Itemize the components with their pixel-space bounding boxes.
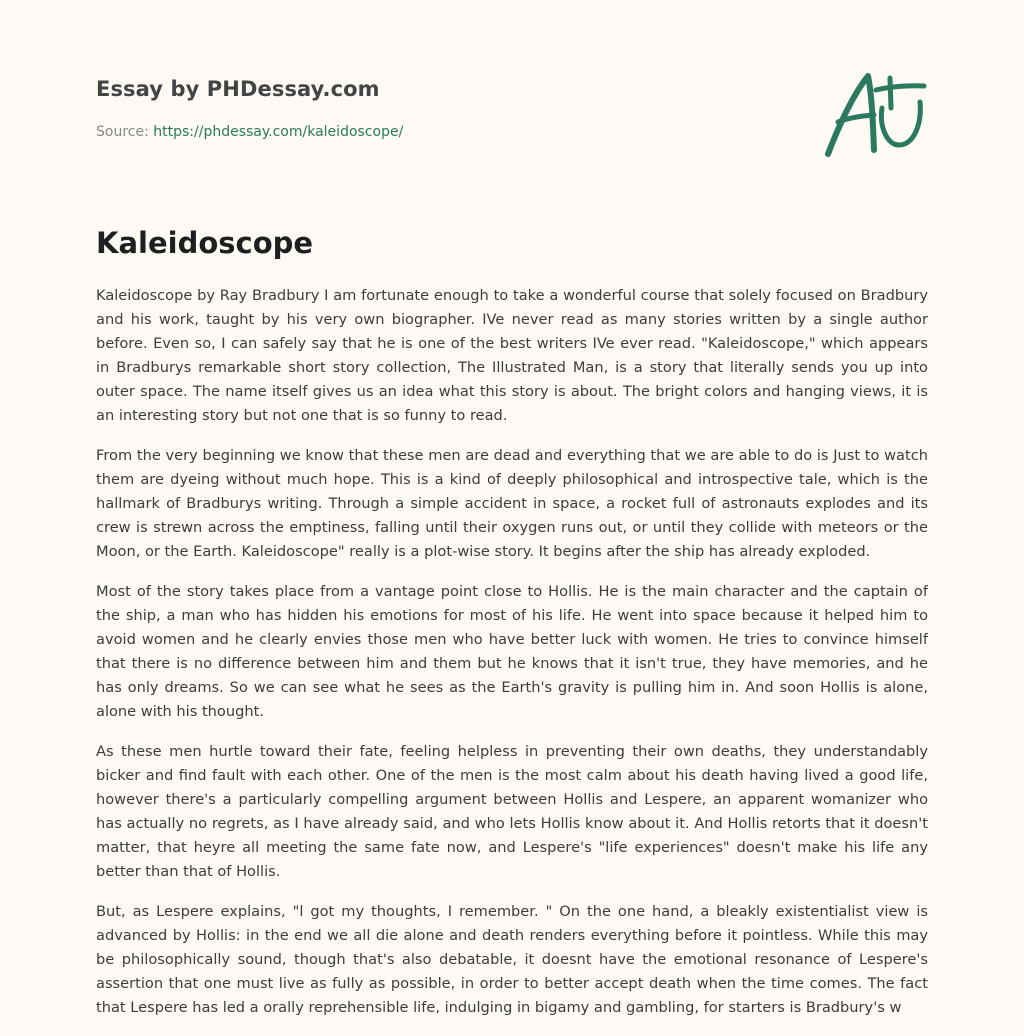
source-line (96, 124, 403, 140)
site-header (96, 72, 928, 172)
essay-paragraph: Kaleidoscope by Ray Bradbury I am fortunate enough to take a wonderful course that solely focused on Bradbury and his work, taught by his very own biographer. IVe never read as many stories written by a single author before. Even so, I can safely say that he is one of the best writers IVe ever read. "Kaleidoscope," which appears in Bradburys remarkable short story collection, The Illustrated Man, is a story that literally sends you up into outer space. The name itself gives us an idea what this story is about. The bright colors and hanging views, it is an interesting story but not one that is so funny to read. (96, 287, 928, 424)
essay-paragraph: Most of the story takes place from a vantage point close to Hollis. He is the main character and the captain of the ship, a man who has hidden his emotions for most of his life. He went into space because it helped him to avoid women and he clearly envies those men who have better luck with women. He tries to convince himself that there is no difference between him and them but he knows that it isn't true, they have memories, and he has only dreams. So we can see what he sees as the Earth's gravity is pulling him in. And soon Hollis is alone, alone with his thought. (96, 583, 928, 720)
source-link[interactable]: https://phdessay.com/kaleidoscope/ (153, 124, 404, 140)
a-plus-logo-icon (824, 68, 928, 164)
essay-title: Kaleidoscope (96, 226, 314, 260)
essay-paragraph: From the very beginning we know that these men are dead and everything that we are able to do is Just to watch them are dyeing without much hope. This is a kind of deeply philosophical and introspective tale, which is the hallmark of Bradburys writing. Through a simple accident in space, a rocket full of astronauts explodes and its crew is strewn across the emptiness, falling until their oxygen runs out, or until they collide with meteors or the Moon, or the Earth. Kaleidoscope" really is a plot-wise story. It begins after the ship has already exploded. (96, 447, 928, 560)
essay-paragraph: As these men hurtle toward their fate, feeling helpless in preventing their own deaths, they understandably bicker and find fault with each other. One of the men is the most calm about his death having lived a good life, however there's a particularly compelling argument between Hollis and Lespere, an apparent womanizer who has actually no regrets, as I have already said, and who lets Hollis know about it. And Hollis retorts that it doesn't matter, that heyre all meeting the same fate now, and Lespere's "life experiences" doesn't make his life any better than that of Hollis. (96, 743, 928, 880)
brand-title: Essay by PHDessay.com (96, 77, 380, 101)
essay-body (96, 284, 928, 1036)
source-label: Source: (96, 124, 149, 140)
essay-paragraph: But, as Lespere explains, "l got my thoughts, I remember. " On the one hand, a bleakly existentialist view is advanced by Hollis: in the end we all die alone and death renders everything before it pointless. While this may be philosophically sound, though that's also debatable, it doesnt have the emotional resonance of Lespere's assertion that one must live as fully as possible, in order to better accept death when the time comes. The fact that Lespere has led a orally reprehensible life, indulging in bigamy and gambling, for starters is Bradbury's w (96, 903, 928, 1016)
